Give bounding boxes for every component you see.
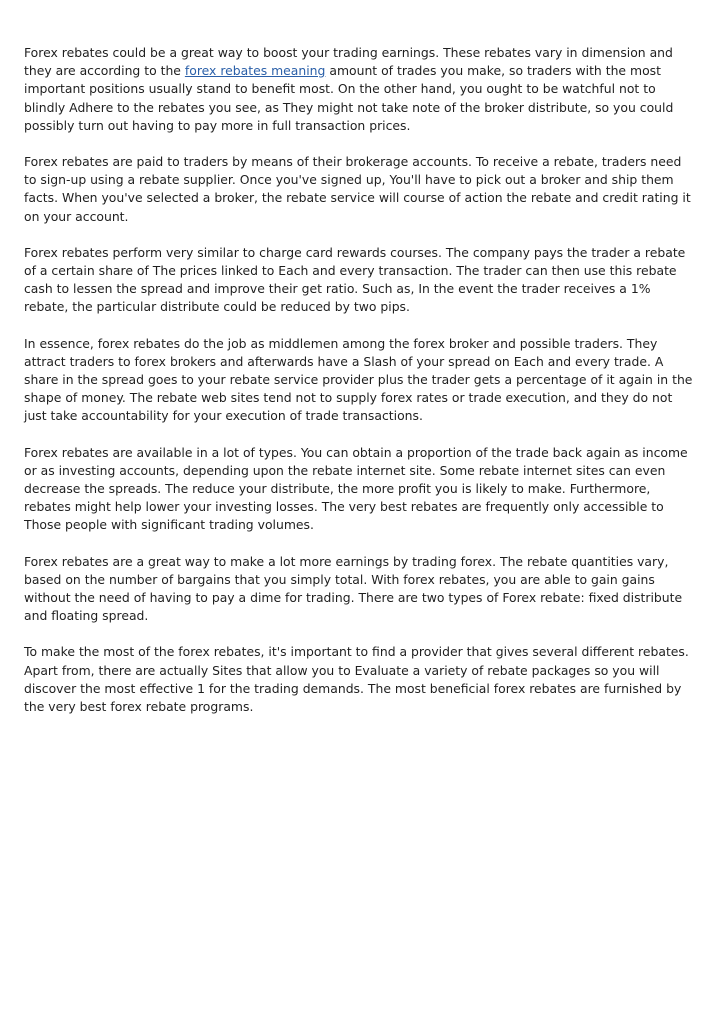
paragraph-2: Forex rebates are paid to traders by means of their brokerage accounts. To receive a rebate, traders need to sign-up using a rebate supplier. Once you've signed up, You'll have to pick out a broker and ship them facts. When you've selected a broker, the rebate service will course of action the rebate and credit rating it on your account.	[24, 154, 691, 224]
paragraph-1	[24, 44, 696, 135]
document-page	[24, 44, 696, 734]
paragraph-3: Forex rebates perform very similar to charge card rewards courses. The company pays the trader a rebate of a certain share of The prices linked to Each and every transaction. The trader can then use this rebate cash to lessen the spread and improve their get ratio. Such as, In the event the trader receives a 1% rebate, the particular distribute could be reduced by two pips.	[24, 244, 686, 315]
paragraph-5: Forex rebates are available in a lot of types. You can obtain a proportion of the trade back again as income or as investing accounts, depending upon the rebate internet site. Some rebate internet sites can even decrease the spreads. The reduce your distribute, the more profit you is likely to make. Furthermore, rebates might help lower your investing losses. The very best rebates are frequently only accessible to Those people with significant trading volumes.	[24, 444, 688, 533]
paragraph-7: To make the most of the forex rebates, it's important to find a provider that gives several different rebates. Apart from, there are actually Sites that allow you to Evaluate a variety of rebate packages so you will discover the most effective 1 for the trading demands. The most beneficial forex rebates are furnished by the very best forex rebate programs.	[24, 644, 689, 715]
paragraph-1-text-before-link: Forex rebates could be a great way to boost your trading earnings. These rebates vary in dimension and they are according to the	[24, 45, 673, 79]
paragraph-1-text-after-link: amount of trades you make, so traders with the most important positions usually stand to benefit most. On the other hand, you ought to be watchful not to blindly Adhere to the rebates you see, as They might not take note of the broker distribute, so you could possibly turn out having to pay more in full transaction prices.	[24, 63, 674, 133]
forex-rebates-meaning-link[interactable]: forex rebates meaning	[184, 63, 326, 79]
paragraph-6: Forex rebates are a great way to make a lot more earnings by trading forex. The rebate quantities vary, based on the number of bargains that you simply total. With forex rebates, you are able to gain gains without the need of having to pay a dime for trading. There are two types of Forex rebate: fixed distribute and floating spread.	[24, 553, 683, 624]
paragraph-4: In essence, forex rebates do the job as middlemen among the forex broker and possible traders. They attract traders to forex brokers and afterwards have a Slash of your spread on Each and every trade. A share in the spread goes to your rebate service provider plus the trader gets a percentage of it again in the shape of money. The rebate web sites tend not to supply forex rates or trade execution, and they do not just take accountability for your execution of trade transactions.	[24, 335, 693, 424]
